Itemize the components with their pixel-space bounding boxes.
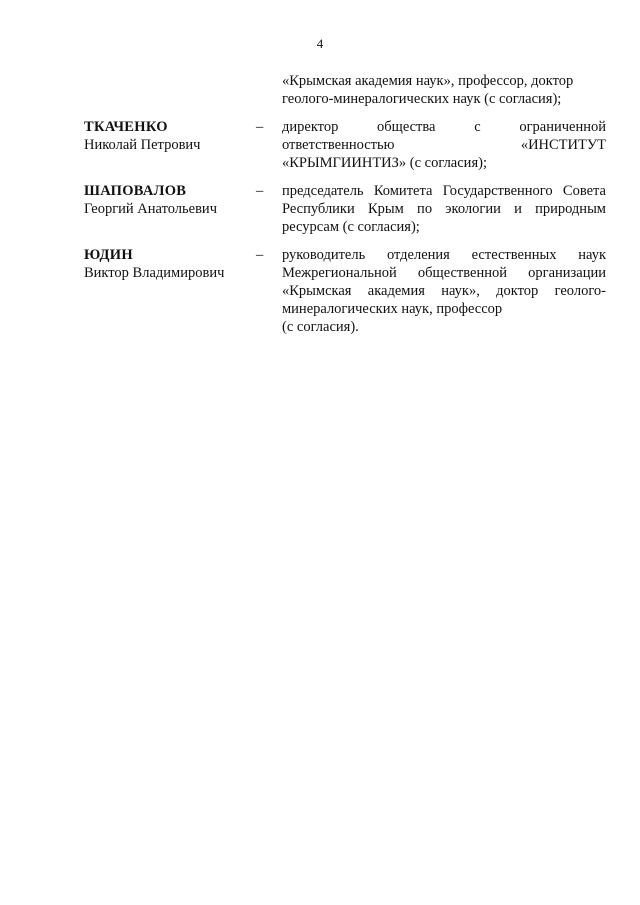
member-surname: ШАПОВАЛОВ: [84, 183, 187, 199]
role-line: «Крымская академия наук», доктор геолого-: [282, 283, 606, 299]
role-line: «КРЫМГИИНТИЗ» (с согласия);: [282, 155, 487, 171]
role-line: председатель Комитета Государственного Совета: [282, 183, 606, 199]
member-name: [84, 246, 254, 282]
role-line: ответственностью «ИНСТИТУТ: [282, 137, 606, 153]
member-name: [84, 182, 254, 218]
member-given-names: Георгий Анатольевич: [84, 201, 217, 217]
member-surname: ЮДИН: [84, 247, 133, 263]
member-surname: ТКАЧЕНКО: [84, 119, 168, 135]
member-name: [84, 118, 254, 154]
member-given-names: Виктор Владимирович: [84, 265, 225, 281]
role-line: ресурсам (с согласия);: [282, 219, 420, 235]
continued-role-line: геолого-минералогических наук (с согласия);: [282, 91, 562, 107]
continued-role-line: «Крымская академия наук», профессор, доктор: [282, 73, 574, 89]
role-line: руководитель отделения естественных наук: [282, 247, 606, 263]
dash-separator: –: [256, 183, 264, 199]
page-number: 4: [316, 36, 324, 51]
role-line: (с согласия).: [282, 319, 359, 335]
role-line: Межрегиональной общественной организации: [282, 265, 606, 281]
dash-separator: –: [256, 247, 264, 263]
role-line: Республики Крым по экологии и природным: [282, 201, 606, 217]
member-role: [282, 118, 606, 172]
role-line: минералогических наук, профессор: [282, 301, 503, 317]
continued-role-text: [282, 72, 606, 108]
member-role: [282, 246, 606, 336]
role-line: директор общества с ограниченной: [282, 119, 606, 135]
dash-separator: –: [256, 119, 264, 135]
member-given-names: Николай Петрович: [84, 137, 201, 153]
member-role: [282, 182, 606, 236]
